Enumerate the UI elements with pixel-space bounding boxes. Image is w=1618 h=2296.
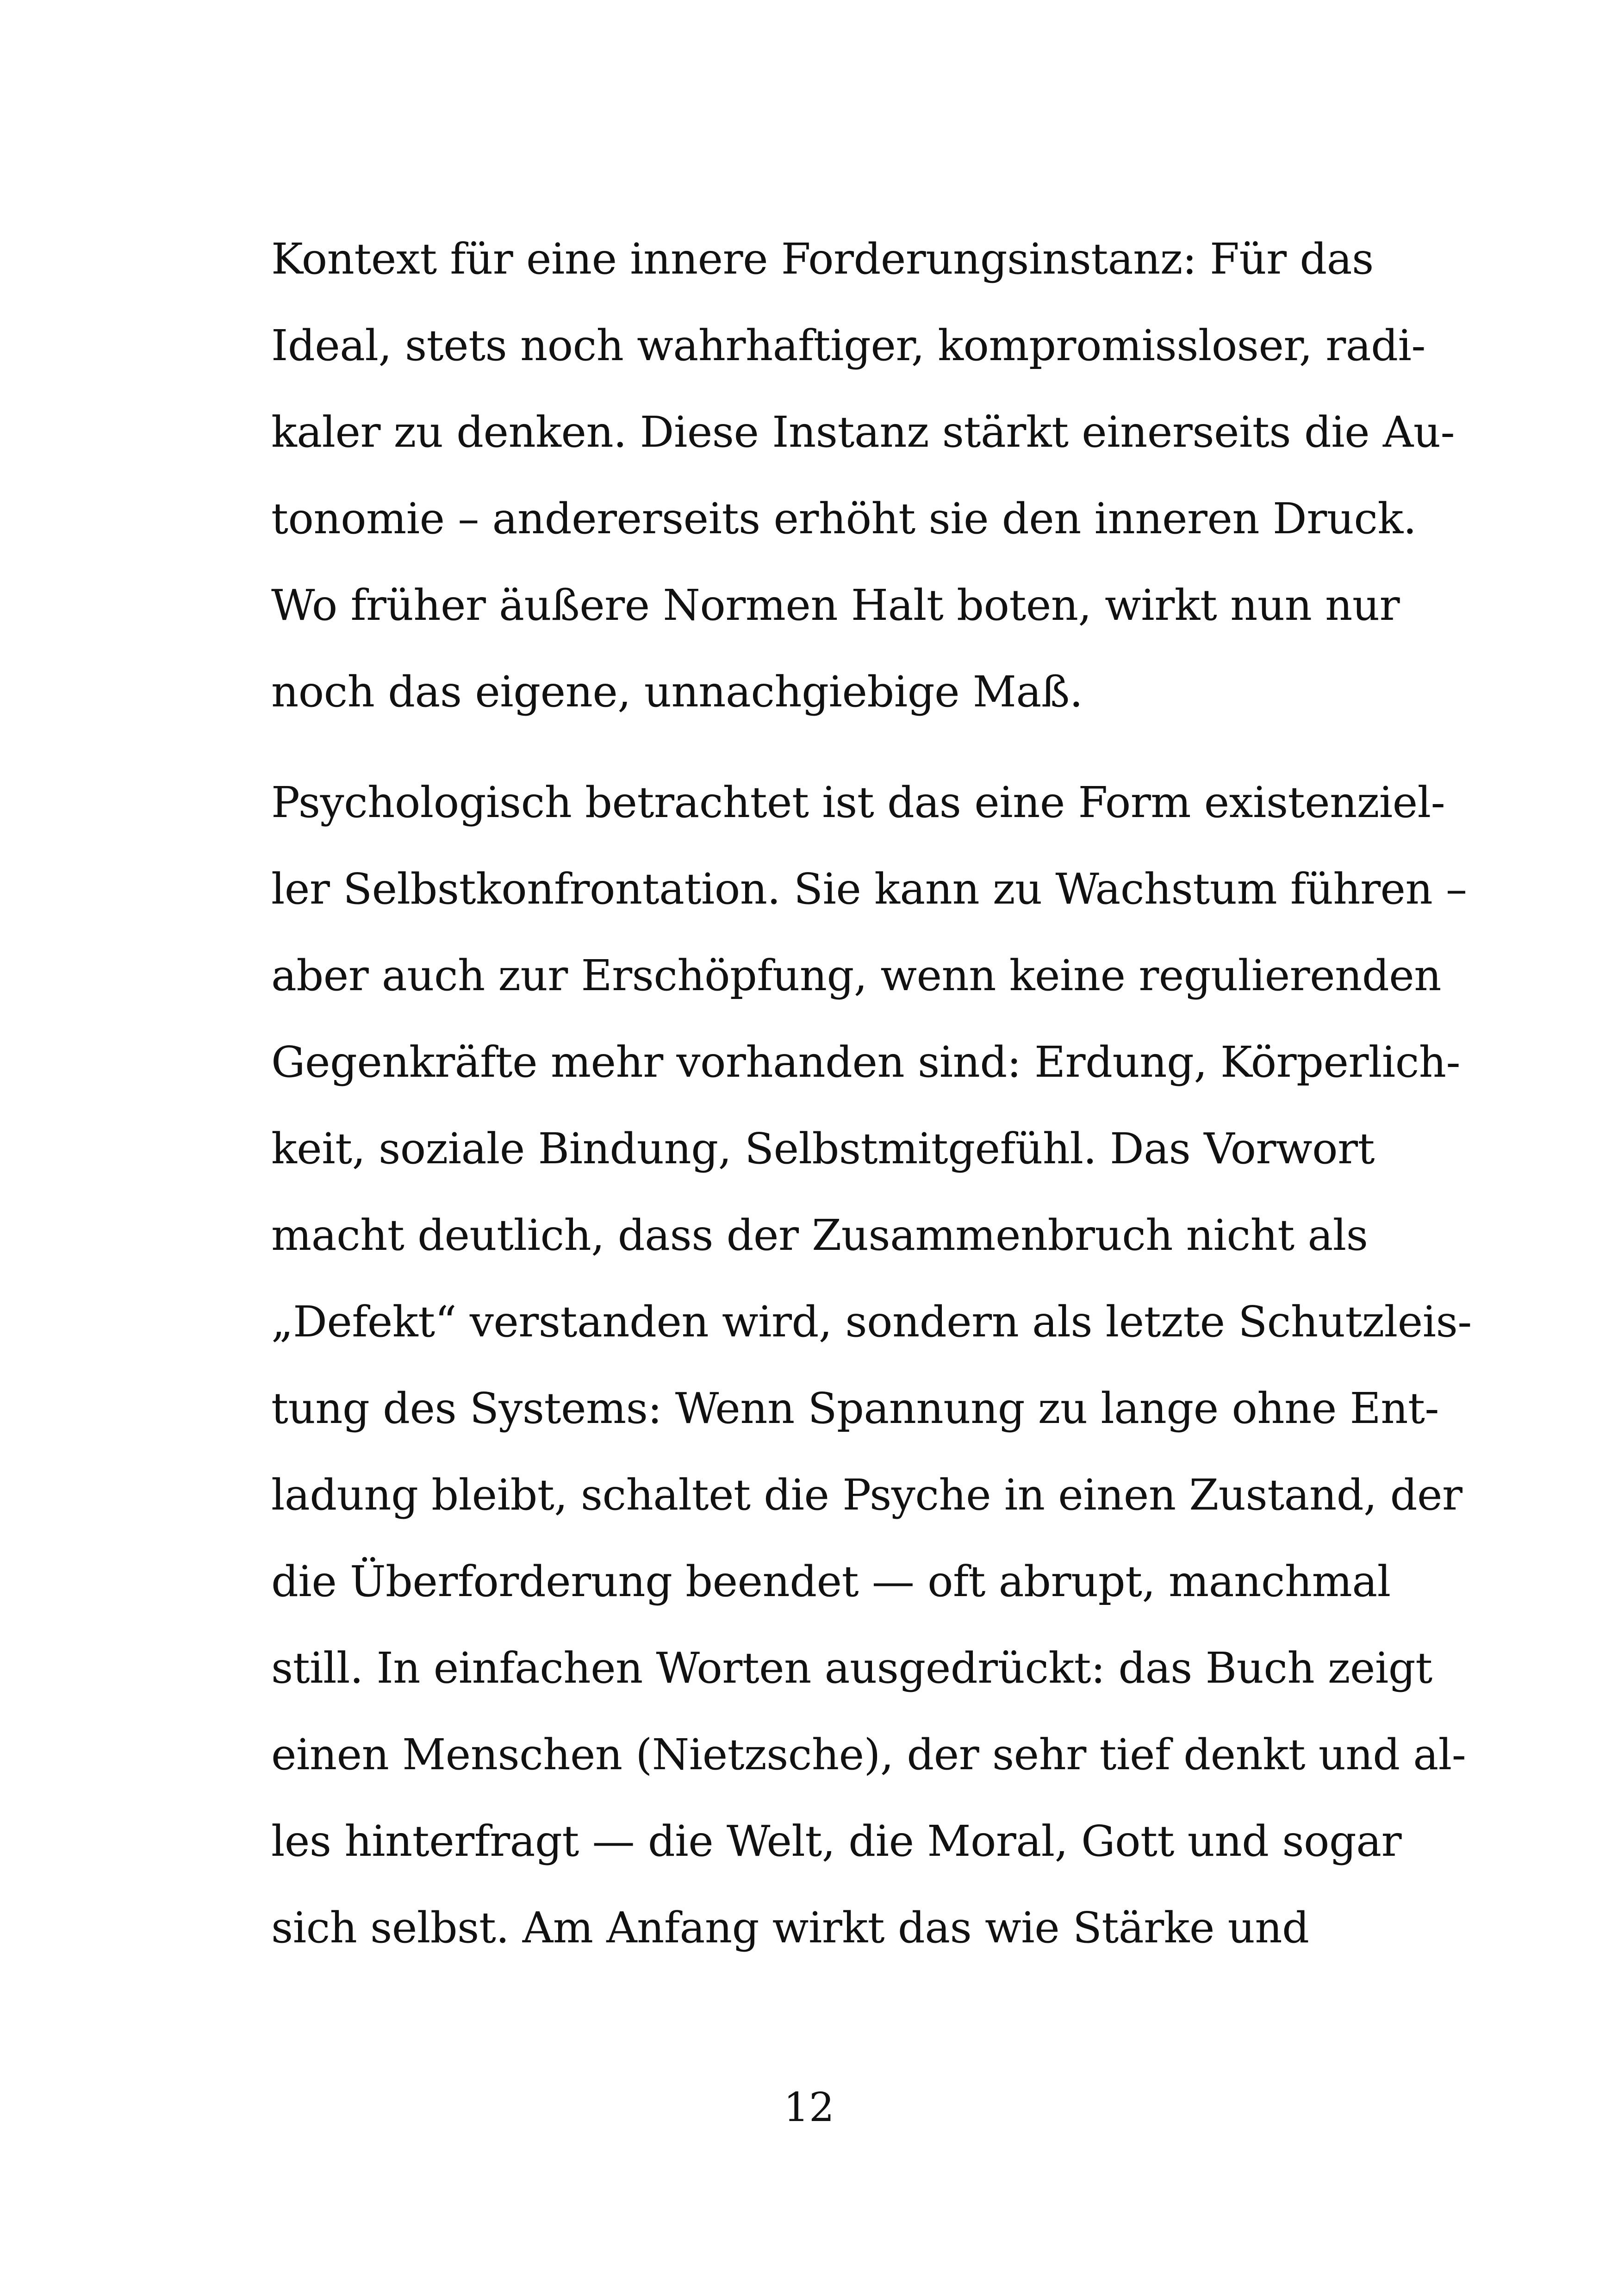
text-line: Kontext für eine innere Forderungsinstanz: Für das (271, 234, 1374, 284)
text-line: tonomie – andererseits erhöht sie den inneren Druck. (271, 494, 1417, 543)
text-line: Wo früher äußere Normen Halt boten, wirkt nun nur (271, 580, 1400, 630)
text-line: les hinterfragt — die Welt, die Moral, Gott und sogar (271, 1816, 1402, 1866)
text-line: tung des Systems: Wenn Spannung zu lange ohne Ent- (271, 1384, 1439, 1433)
text-line: macht deutlich, dass der Zusammenbruch nicht als (271, 1210, 1368, 1260)
text-line: Psychologisch betrachtet ist das eine Form existenziel- (271, 778, 1445, 827)
text-line: „Defekt“ verstanden wird, sondern als letzte Schutzleis- (271, 1297, 1472, 1347)
text-line: einen Menschen (Nietzsche), der sehr tief denkt und al- (271, 1730, 1466, 1779)
text-line: die Überforderung beendet — oft abrupt, manchmal (271, 1557, 1391, 1606)
text-line: Gegenkräfte mehr vorhanden sind: Erdung, Körperlich- (271, 1037, 1461, 1087)
text-line: noch das eigene, unnachgiebige Maß. (271, 667, 1083, 717)
text-line: Ideal, stets noch wahrhaftiger, kompromissloser, radi- (271, 321, 1426, 370)
body-text (271, 216, 1472, 1971)
paragraph-2 (271, 759, 1472, 1971)
text-line: aber auch zur Erschöpfung, wenn keine regulierenden (271, 951, 1441, 1000)
text-line: still. In einfachen Worten ausgedrückt: das Buch zeigt (271, 1643, 1432, 1693)
text-line: ler Selbstkonfrontation. Sie kann zu Wachstum führen – (271, 864, 1467, 914)
text-line: sich selbst. Am Anfang wirkt das wie Stärke und (271, 1903, 1309, 1953)
text-line: kaler zu denken. Diese Instanz stärkt einerseits die Au- (271, 407, 1455, 457)
text-line: keit, soziale Bindung, Selbstmitgefühl. Das Vorwort (271, 1124, 1375, 1173)
paragraph-spacer (271, 735, 1428, 759)
paragraph-1 (271, 216, 1455, 735)
page-number: 12 (784, 2084, 834, 2131)
text-line: ladung bleibt, schaltet die Psyche in einen Zustand, der (271, 1470, 1462, 1520)
